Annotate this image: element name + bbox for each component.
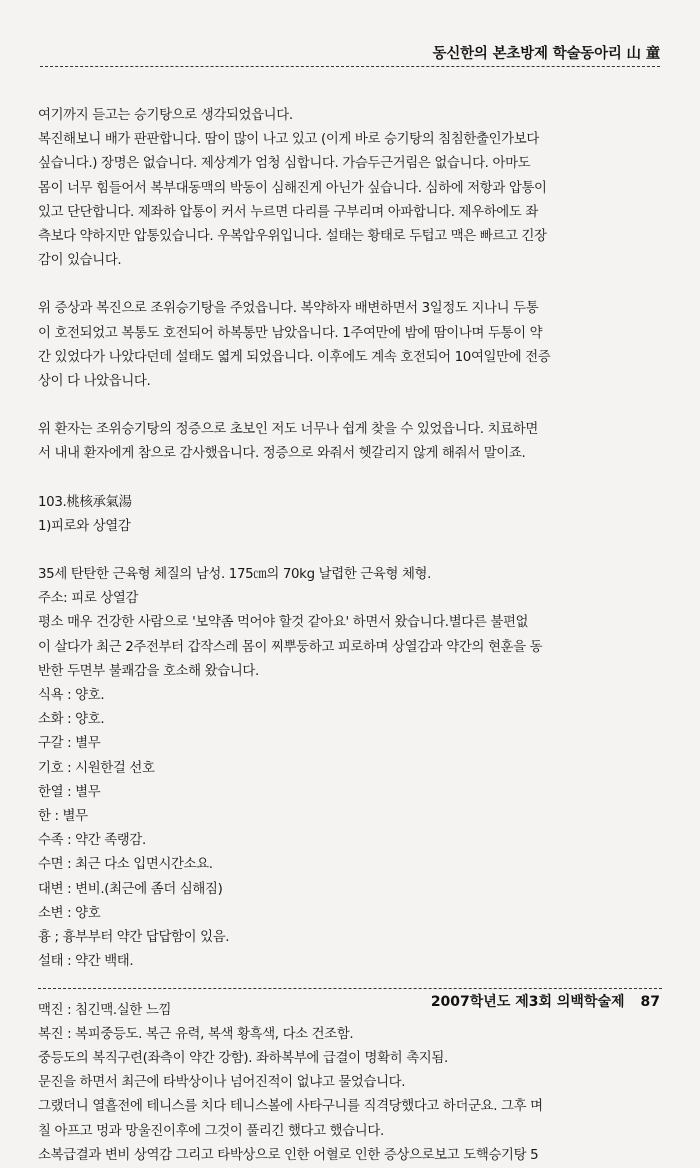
symptom-item: 식욕 : 양호. (38, 688, 105, 704)
header-title: 동신한의 본초방제 학술동아리 山 童 (432, 46, 660, 62)
symptom-item: 한열 : 별무 (38, 784, 101, 800)
text-line: 측보다 약하지만 압통있습니다. 우복압우위입니다. 설태는 황태로 두텁고 맥은 빠르고 긴장 (38, 229, 547, 245)
text-line: 이 살다가 최근 2주전부터 갑작스레 몸이 찌뿌둥하고 피로하며 상열감과 약간의 현훈을 동 (38, 639, 543, 655)
symptom-item: 한 : 별무 (38, 809, 88, 825)
symptom-item: 대변 : 변비.(최근에 좀더 심해짐) (38, 881, 223, 897)
symptom-item: 수족 : 약간 족랭감. (38, 833, 146, 849)
text-line: 중등도의 복직구련(좌측이 약간 강함). 좌하복부에 급결이 명확히 촉지됨. (38, 1050, 448, 1066)
text-line: 있고 단단합니다. 제좌하 압통이 커서 누르면 다리를 구부리며 아파합니다. 제우하에도 좌 (38, 204, 538, 220)
symptom-item: 기호 : 시원한걸 선호 (38, 760, 155, 776)
text-line: 서 내내 환자에게 참으로 감사했읍니다. 정증으로 와줘서 헷갈리지 않게 해줘서 말이죠. (38, 446, 526, 462)
footer-divider (38, 988, 662, 989)
symptom-item: 구갈 : 별무 (38, 736, 101, 752)
text-line: 그랬더니 열흘전에 테니스를 치다 테니스볼에 사타구니를 직격당했다고 하더군요. 그후 며 (38, 1099, 543, 1115)
page-number: 87 (640, 994, 660, 1010)
text-line: 평소 매우 건강한 사람으로 '보약좀 먹어야 할것 같아요' 하면서 왔습니다.별다른 불편없 (38, 615, 529, 631)
text-line: 문진을 하면서 최근에 타박상이나 넘어진적이 없냐고 물었습니다. (38, 1075, 406, 1091)
text-line: 상이 다 나았읍니다. (38, 374, 151, 390)
symptom-item: 소변 : 양호 (38, 905, 101, 921)
symptom-item: 설태 : 약간 백태. (38, 954, 134, 970)
text-line: 감이 있습니다. (38, 253, 122, 269)
case-heading: 1)피로와 상열감 (38, 518, 131, 534)
text-line: 35세 탄탄한 근육형 체질의 남성. 175㎝의 70kg 날렵한 근육형 체형. (38, 567, 432, 583)
text-line: 복진해보니 배가 판판합니다. 땀이 많이 나고 있고 (이게 바로 승기탕의 침침한출인가보다 (38, 132, 539, 148)
running-footer (431, 991, 660, 1011)
text-line: 위 환자는 조위승기탕의 정증으로 초보인 저도 너무나 쉽게 찾을 수 있었읍니다. 치료하면 (38, 422, 538, 438)
text-line: 주소: 피로 상열감 (38, 591, 139, 607)
section-heading: 103.桃核承氣湯 (38, 494, 132, 510)
text-line: 소복급결과 변비 상역감 그리고 타박상으로 인한 어혈로 인한 증상으로보고 도핵승기탕 5 (38, 1147, 539, 1163)
text-line: 복진 : 복피중등도. 복근 유력, 복색 황흑색, 다소 건조함. (38, 1026, 354, 1042)
text-line: 위 증상과 복진으로 조위승기탕을 주었읍니다. 복약하자 배변하면서 3일정도 지나니 두통 (38, 301, 539, 317)
text-line: 몸이 너무 힘들어서 복부대동맥의 박동이 심해진게 아닌가 싶습니다. 심하에 저항과 압통이 (38, 180, 547, 196)
text-line: 반한 두면부 불쾌감을 호소해 왔습니다. (38, 663, 259, 679)
symptom-item: 수면 : 최근 다소 입면시간소요. (38, 857, 213, 873)
symptom-item: 소화 : 양호. (38, 712, 105, 728)
text-line: 칠 아프고 멍과 망울진이후에 그것이 풀리긴 했다고 했습니다. (38, 1123, 384, 1139)
running-header (40, 40, 660, 62)
footer-title: 2007학년도 제3회 의백학술제 (430, 994, 625, 1010)
text-line: 맥진 : 침긴맥.실한 느낌 (38, 1002, 172, 1018)
symptom-item: 흉 ; 흉부부터 약간 답답함이 있음. (38, 930, 230, 946)
text-line: 여기까지 듣고는 승기탕으로 생각되었읍니다. (38, 108, 293, 123)
text-line: 이 호전되었고 복통도 호전되어 하복통만 남았읍니다. 1주여만에 밤에 땀이나며 두통이 약 (38, 325, 543, 341)
text-line: 싶습니다.) 장명은 없습니다. 제상계가 엄청 심합니다. 가슴두근거림은 없습니다. 아마도 (38, 156, 531, 172)
header-divider (40, 66, 660, 67)
text-line: 간 있었다가 나았다던데 설태도 엷게 되었읍니다. 이후에도 계속 호전되어 10여일만에 전증 (38, 349, 551, 365)
